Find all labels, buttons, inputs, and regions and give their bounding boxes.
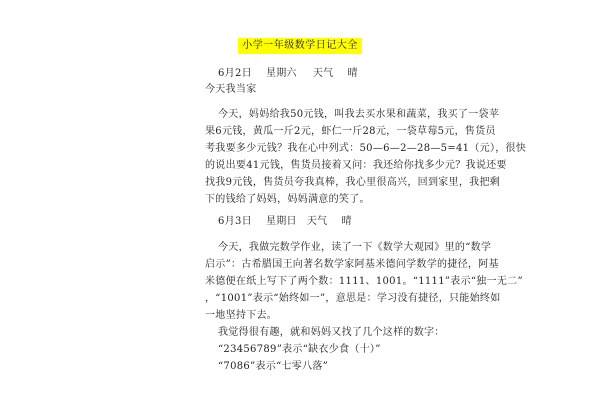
entry2-line-1: 今天，我做完数学作业，读了一下《数学大观园》里的“数学 — [218, 242, 492, 253]
entry2-date: 6月3日 — [218, 216, 252, 227]
entry1-date: 6月2日 — [218, 68, 252, 79]
entry1-line-5: 找我9元钱，售货员夸我真棒，我心里很高兴，回到家里，我把剩 — [205, 177, 501, 188]
entry2-line-2: 启示”：古希腊国王向著名数学家阿基米德问学数学的捷径，阿基 — [205, 259, 499, 270]
entry2-line-5: 一地坚持下去。 — [205, 310, 278, 321]
entry1-header — [218, 69, 358, 79]
entry1-line-3: 考我要多少元钱？我在心中列式：50—6—2—28—5=41（元），很快 — [205, 143, 527, 154]
entry1-subtitle: 今天我当家 — [205, 84, 257, 95]
entry1-line-4: 的说出要41元钱，售货员接着又问：我还给你找多少元？我说还要 — [205, 160, 507, 171]
entry1-line-6: 下的钱给了妈妈，妈妈满意的笑了。 — [205, 194, 370, 205]
entry1-weather-label: 天气 — [312, 68, 334, 79]
entry2-weather: 晴 — [341, 216, 352, 227]
entry2-line-7: “23456789”表示“缺衣少食（十）” — [218, 344, 381, 355]
title-wrap — [0, 38, 600, 54]
document-title: 小学一年级数学日记大全 — [238, 38, 362, 54]
entry2-line-4: ，“1001”表示“始终如一”，意思是：学习没有捷径，只能始终如 — [205, 293, 501, 304]
entry2-weather-label: 天气 — [306, 216, 328, 227]
entry1-weather: 晴 — [347, 68, 358, 79]
entry2-weekday: 星期日 — [265, 216, 297, 227]
entry2-line-3: 米德便在纸上写下了两个数：1111、1001。“1111”表示“独一无二” — [205, 276, 523, 287]
entry1-line-1: 今天，妈妈给我50元钱，叫我去买水果和蔬菜，我买了一袋苹 — [218, 109, 500, 120]
entry2-line-8: “7086”表示“七零八落” — [218, 361, 329, 372]
entry2-line-6: 我觉得很有趣，就和妈妈又找了几个这样的数字： — [218, 327, 445, 338]
entry1-weekday: 星期六 — [265, 68, 297, 79]
entry1-line-2: 果6元钱，黄瓜一斤2元，虾仁一斤28元，一袋草莓5元，售货员 — [205, 126, 496, 137]
entry2-header — [218, 217, 352, 227]
